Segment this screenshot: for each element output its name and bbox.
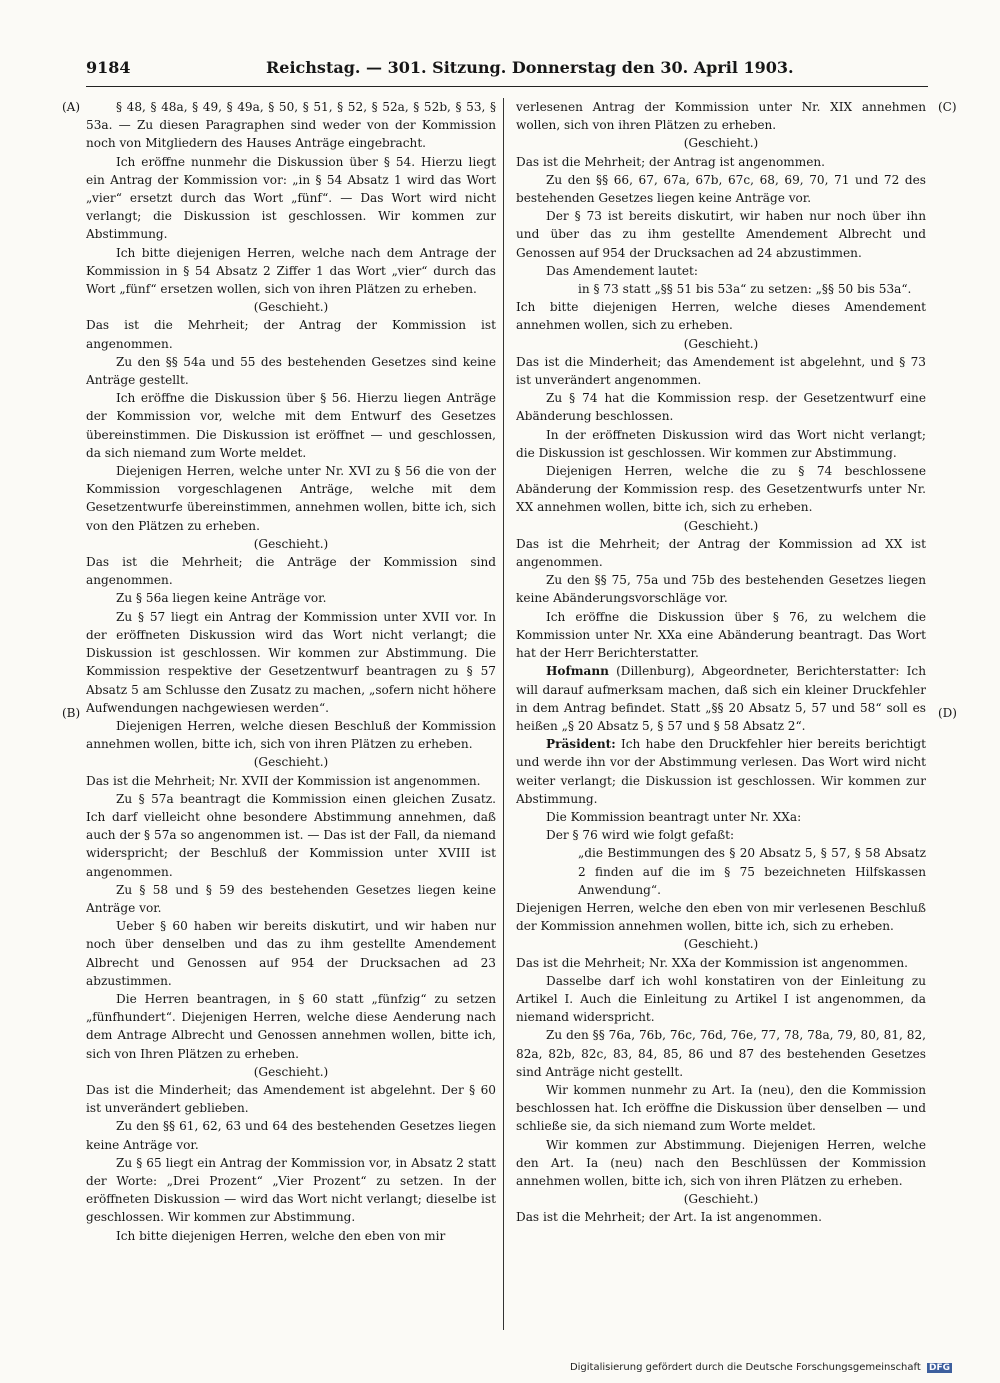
paragraph: Ich bitte diejenigen Herren, welche den eben von mir (116, 1228, 446, 1243)
paragraph: Das ist die Mehrheit; die Anträge der Kommission sind angenommen. (86, 555, 496, 588)
paragraph: Das ist die Mehrheit; Nr. XVII der Kommission ist angenommen. (86, 773, 481, 788)
speaker-paragraph (516, 735, 926, 808)
paragraph: Zu den §§ 75, 75a und 75b des bestehenden Gesetzes liegen keine Abänderungsvorschläge vor. (516, 573, 926, 606)
right-column (516, 98, 926, 1330)
paragraph: Das ist die Minderheit; das Amendement ist abgelehnt. Der § 60 ist unverändert geblieben. (86, 1082, 496, 1116)
paragraph: Zu § 58 und § 59 des bestehenden Gesetzes liegen keine Anträge vor. (86, 882, 496, 915)
paragraph: Zu § 57a beantragt die Kommission einen gleichen Zusatz. Ich darf vielleicht ohne besondere Abstimmung annehmen, daß auch der § 57a so angenommen ist. — Das ist der Fall, da niemand widerspricht; der Beschluß der Kommission unter XVIII ist angenommen. (86, 791, 496, 879)
paragraph: Das ist die Mehrheit; der Antrag der Kommission ist angenommen. (86, 318, 496, 351)
paragraph: Diejenigen Herren, welche unter Nr. XVI zu § 56 die von der Kommission vorgeschlagenen Anträge, welche mit dem Gesetzentwurfe übereinstimmen, annehmen wollen, bitte ich, sich von den Plätzen zu erheben. (86, 464, 496, 533)
paragraph: Zu den §§ 54a und 55 des bestehenden Gesetzes sind keine Anträge gestellt. (86, 354, 496, 388)
paragraph: In der eröffneten Diskussion wird das Wort nicht verlangt; die Diskussion ist geschlossen. Wir kommen zur Abstimmung. (516, 427, 926, 460)
stage-direction: (Geschieht.) (683, 1192, 759, 1207)
paragraph: Dasselbe darf ich wohl konstatiren von der Einleitung zu Artikel I. Auch die Einleitung zu Artikel I ist angenommen, da niemand widerspricht. (516, 973, 926, 1025)
speaker-name: Hofmann (546, 664, 609, 679)
page-number: 9184 (86, 58, 131, 77)
dfg-logo: DFG (928, 1363, 950, 1373)
margin-marker-b: (B) (62, 706, 81, 720)
stage-direction: (Geschieht.) (683, 518, 759, 533)
paragraph: Zu den §§ 76a, 76b, 76c, 76d, 76e, 77, 78, 78a, 79, 80, 81, 82, 82a, 82b, 82c, 83, 84, 85, 86 und 87 des bestehenden Gesetzes sind Anträge nicht gestellt. (516, 1028, 926, 1079)
header-rule (86, 86, 928, 87)
paragraph: Zu § 57 liegt ein Antrag der Kommission unter XVII vor. In der eröffneten Diskussion wird das Wort nicht verlangt; die Diskussion ist geschlossen. Wir kommen zur Abstimmung. Die Kommission respektive der Gesetzentwurf beantragen zu § 57 Absatz 5 am Schlusse den Zusatz zu machen, „sofern nicht höhere Aufwendungen nachgewiesen werden“. (86, 609, 496, 715)
stage-direction: (Geschieht.) (253, 1064, 329, 1079)
stage-direction: (Geschieht.) (253, 536, 329, 551)
paragraph: Das ist die Mehrheit; Nr. XXa der Kommission ist angenommen. (516, 955, 909, 970)
paragraph: Das ist die Mehrheit; der Antrag der Kommission ad XX ist angenommen. (516, 536, 926, 570)
paragraph: § 48, § 48a, § 49, § 49a, § 50, § 51, § 52, § 52a, § 52b, § 53, § 53a. — Zu diesen Paragraphen sind weder von der Kommission noch von Mitgliedern des Hauses Anträge eingebracht. (86, 100, 496, 151)
margin-marker-c: (C) (938, 100, 957, 114)
left-column (86, 98, 496, 1330)
margin-marker-a: (A) (62, 100, 81, 114)
quoted-amendment: „die Bestimmungen des § 20 Absatz 5, § 57, § 58 Absatz 2 finden auf die im § 75 bezeichneten Hilfskassen Anwendung“. (578, 846, 926, 897)
digitization-footer (570, 1362, 952, 1373)
stage-direction: (Geschieht.) (253, 755, 329, 770)
paragraph: Wir kommen nunmehr zu Art. Ia (neu), den die Kommission beschlossen hat. Ich eröffne die Diskussion über denselben — und schließe sie, da sich niemand zum Worte meldet. (516, 1082, 926, 1134)
page-header (86, 58, 928, 84)
paragraph: Diejenigen Herren, welche die zu § 74 beschlossene Abänderung der Kommission resp. des Gesetzentwurfs unter Nr. XX annehmen wollen, bitte ich, sich zu erheben. (516, 464, 926, 515)
margin-marker-d: (D) (938, 706, 957, 720)
paragraph: Ueber § 60 haben wir bereits diskutirt, und wir haben nur noch über denselben und das zu ihm gestellte Amendement Albrecht und Genossen auf 954 der Drucksachen ad 23 abzustimmen. (86, 919, 496, 988)
column-divider (503, 98, 504, 1330)
paragraph: Ich bitte diejenigen Herren, welche nach dem Antrage der Kommission in § 54 Absatz 2 Ziffer 1 das Wort „vier“ durch das Wort „fünf“ ersetzen wollen, sich von ihren Plätzen zu erheben. (86, 245, 496, 297)
speech-text: Ich habe den Druckfehler hier bereits berichtigt und werde ihn vor der Abstimmung verlesen. Das Wort wird nicht weiter verlangt; die Diskussion ist geschlossen. Wir kommen zur Abstimmung. (516, 737, 926, 806)
speech-text: (Dillenburg), Abgeordneter, Berichterstatter: Ich will darauf aufmerksam machen, daß sich ein kleiner Druckfehler in dem Antrag befindet. Statt „§§ 20 Absatz 5, 57 und 58“ soll es heißen „§ 20 Absatz 5, § 57 und § 58 Absatz 2“. (516, 664, 926, 733)
paragraph: Diejenigen Herren, welche den eben von mir verlesenen Beschluß der Kommission annehmen wollen, bitte ich, sich zu erheben. (516, 900, 926, 934)
stage-direction: (Geschieht.) (253, 300, 329, 315)
paragraph: Ich eröffne die Diskussion über § 56. Hierzu liegen Anträge der Kommission vor, welche mit dem Entwurf des Gesetzes übereinstimmen. Die Diskussion ist eröffnet — und geschlossen, da sich niemand zum Worte meldet. (86, 391, 496, 460)
paragraph: Ich eröffne nunmehr die Diskussion über § 54. Hierzu liegt ein Antrag der Kommission vor: „in § 54 Absatz 1 wird das Wort „vier“ ersetzt durch das Wort „fünf“. — Das Wort wird nicht verlangt; die Diskussion ist geschlossen. Wir kommen zur Abstimmung. (86, 154, 496, 242)
paragraph: Das ist die Mehrheit; der Art. Ia ist angenommen. (516, 1210, 822, 1225)
paragraph: Das ist die Mehrheit; der Antrag ist angenommen. (516, 154, 826, 169)
paragraph: Zu § 65 liegt ein Antrag der Kommission vor, in Absatz 2 statt der Worte: „Drei Prozent“ „Vier Prozent“ zu setzen. In der eröffneten Diskussion — wird das Wort nicht verlangt; dieselbe ist geschlossen. Wir kommen zur Abstimmung. (86, 1155, 496, 1225)
paragraph: verlesenen Antrag der Kommission unter Nr. XIX annehmen wollen, sich von ihren Plätzen zu erheben. (516, 100, 926, 133)
paragraph: Zu § 74 hat die Kommission resp. der Gesetzentwurf eine Abänderung beschlossen. (516, 391, 926, 424)
running-title: Reichstag. — 301. Sitzung. Donnerstag den 30. April 1903. (266, 58, 794, 77)
footer-text: Digitalisierung gefördert durch die Deutsche Forschungsgemeinschaft (569, 1362, 921, 1373)
paragraph: Der § 73 ist bereits diskutirt, wir haben nur noch über ihn und über das zu ihm gestellte Amendement Albrecht und Genossen auf 954 der Drucksachen ad 24 abzustimmen. (516, 209, 926, 260)
paragraph: Die Kommission beantragt unter Nr. XXa: (546, 809, 802, 824)
speaker-paragraph (516, 662, 926, 735)
paragraph: Zu den §§ 61, 62, 63 und 64 des bestehenden Gesetzes liegen keine Anträge vor. (86, 1119, 496, 1152)
paragraph: Die Herren beantragen, in § 60 statt „fünfzig“ zu setzen „fünfhundert“. Diejenigen Herren, welche diese Aenderung nach dem Antrage Albrecht und Genossen annehmen wollen, bitte ich, sich von Ihren Plätzen zu erheben. (86, 991, 496, 1061)
paragraph: Zu den §§ 66, 67, 67a, 67b, 67c, 68, 69, 70, 71 und 72 des bestehenden Gesetzes liegen keine Anträge vor. (516, 172, 926, 206)
stage-direction: (Geschieht.) (683, 336, 759, 351)
paragraph: Wir kommen zur Abstimmung. Diejenigen Herren, welche den Art. Ia (neu) nach den Beschlüssen der Kommission annehmen wollen, bitte ich, sich von ihren Plätzen zu erheben. (516, 1137, 926, 1188)
quoted-amendment: in § 73 statt „§§ 51 bis 53a“ zu setzen: „§§ 50 bis 53a“. (578, 282, 912, 297)
paragraph: Diejenigen Herren, welche diesen Beschluß der Kommission annehmen wollen, bitte ich, sich von ihren Plätzen zu erheben. (86, 718, 496, 752)
stage-direction: (Geschieht.) (683, 937, 759, 952)
speaker-name: Präsident: (546, 737, 616, 752)
paragraph: Ich eröffne die Diskussion über § 76, zu welchem die Kommission unter Nr. XXa eine Abänderung beantragt. Das Wort hat der Herr Berichterstatter. (516, 609, 926, 661)
paragraph: Ich bitte diejenigen Herren, welche dieses Amendement annehmen wollen, sich zu erheben. (516, 300, 926, 333)
paragraph: Das Amendement lautet: (546, 263, 698, 278)
paragraph: Der § 76 wird wie folgt gefaßt: (546, 828, 735, 843)
paragraph: Zu § 56a liegen keine Anträge vor. (116, 591, 327, 606)
stage-direction: (Geschieht.) (683, 136, 759, 151)
paragraph: Das ist die Minderheit; das Amendement ist abgelehnt, und § 73 ist unverändert angenommen. (516, 354, 926, 388)
